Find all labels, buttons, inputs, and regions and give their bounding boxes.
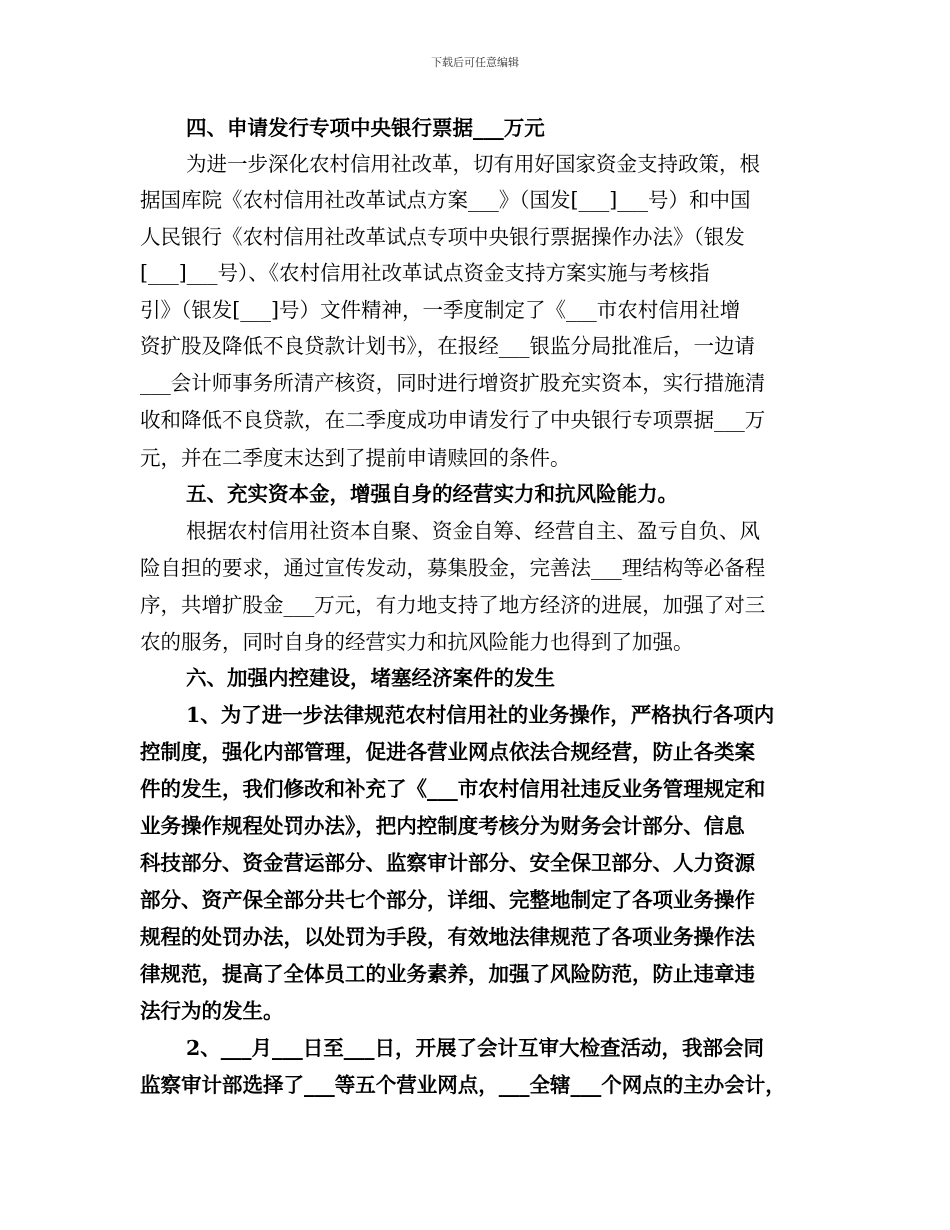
text-line: 监察审计部选择了___等五个营业网点，___全辖___个网点的主办会计， xyxy=(140,1073,786,1097)
text-line: 规程的处罚办法，以处罚为手段，有效地法律规范了各项业务操作法 xyxy=(140,925,755,949)
text-line: 资扩股及降低不良贷款计划书》，在报经___银监分局批准后，一边请 xyxy=(140,334,755,358)
text-line: 2、___月___日至___日，开展了会计互审大检查活动，我部会同 xyxy=(186,1036,765,1060)
text-line: [___]___号）、《农村信用社改革试点资金支持方案实施与考核指 xyxy=(140,261,710,285)
text-line: 法行为的发生。 xyxy=(140,999,284,1023)
text-line: 序，共增扩股金___万元，有力地支持了地方经济的进展，加强了对三 xyxy=(140,593,766,617)
text-line: 部分、资产保全部分共七个部分，详细、完整地制定了各项业务操作 xyxy=(140,888,755,912)
text-line: 1、为了进一步法律规范农村信用社的业务操作，严格执行各项内 xyxy=(186,703,775,727)
text-line: 业务操作规程处罚办法》，把内控制度考核分为财务会计部分、信息 xyxy=(140,814,745,838)
text-line: 险自担的要求，通过宣传发动，募集股金，完善法___理结构等必备程 xyxy=(140,556,766,580)
text-line: 引》（银发[___]号）文件精神，一季度制定了《___市农村信用社增 xyxy=(140,298,741,322)
text-line: 据国库院《农村信用社改革试点方案___》（国发[___]___号）和中国 xyxy=(140,188,751,212)
text-line: 六、加强内控建设，堵塞经济案件的发生 xyxy=(186,666,555,690)
text-line: 元，并在二季度末达到了提前申请赎回的条件。 xyxy=(140,446,571,470)
text-line: 件的发生，我们修改和补充了《___市农村信用社违反业务管理规定和 xyxy=(140,777,766,801)
text-line: 农的服务，同时自身的经营实力和抗风险能力也得到了加强。 xyxy=(140,630,694,654)
text-line: ___会计师事务所清产核资，同时进行增资扩股充实资本，实行措施清 xyxy=(140,371,766,395)
text-line: 控制度，强化内部管理，促进各营业网点依法合规经营，防止各类案 xyxy=(140,740,755,764)
page-header: 下载后可任意编辑 xyxy=(431,56,519,69)
text-line: 四、申请发行专项中央银行票据___万元 xyxy=(186,116,545,140)
text-line: 人民银行《农村信用社改革试点专项中央银行票据操作办法》（银发 xyxy=(140,225,745,249)
text-line: 五、充实资本金，增强自身的经营实力和抗风险能力。 xyxy=(186,482,678,506)
text-line: 科技部分、资金营运部分、监察审计部分、安全保卫部分、人力资源 xyxy=(140,851,755,875)
text-line: 为进一步深化农村信用社改革，切有用好国家资金支持政策，根 xyxy=(186,152,760,176)
text-line: 律规范，提高了全体员工的业务素养，加强了风险防范，防止违章违 xyxy=(140,962,755,986)
text-line: 根据农村信用社资本自聚、资金自筹、经营自主、盈亏自负、风 xyxy=(186,519,760,543)
text-line: 收和降低不良贷款，在二季度成功申请发行了中央银行专项票据___万 xyxy=(140,408,766,432)
